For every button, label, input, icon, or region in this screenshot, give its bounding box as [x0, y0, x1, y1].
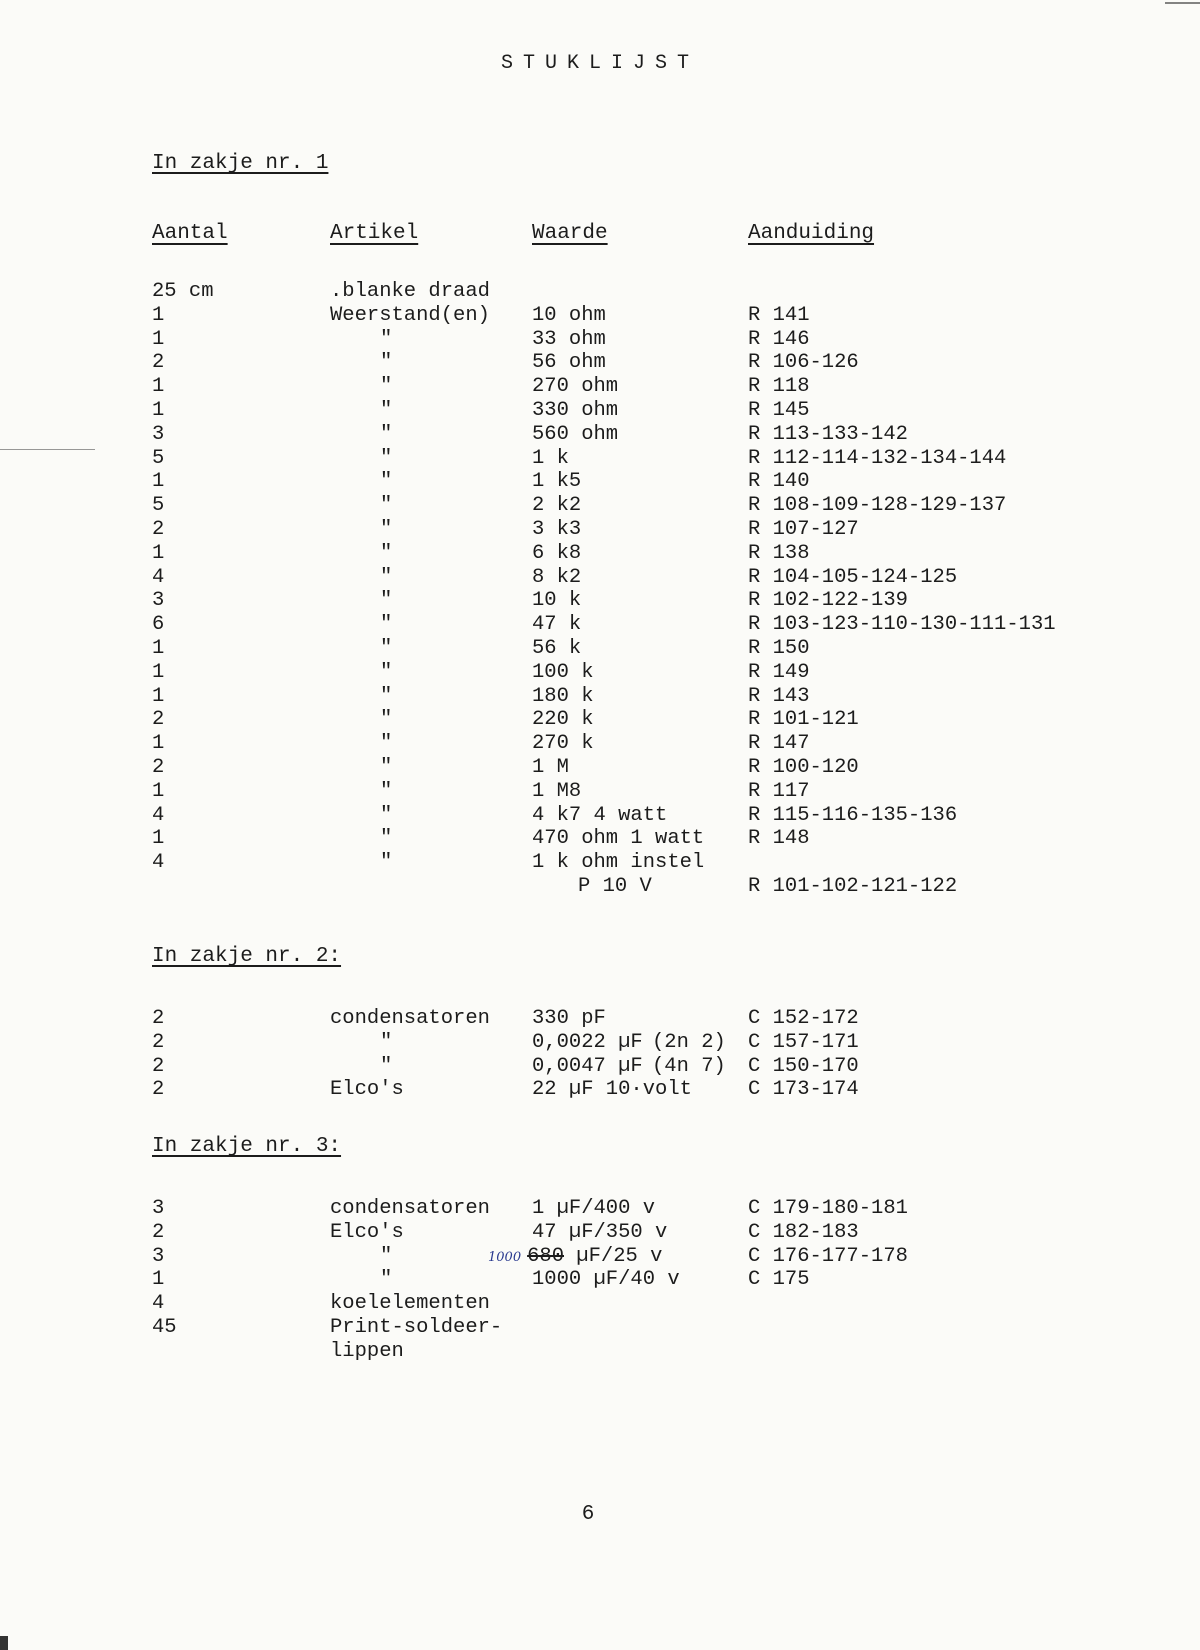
value-cell	[488, 1245, 662, 1270]
designation-cell: C 173-174	[748, 1078, 859, 1102]
value-cell: 3 k3	[532, 517, 582, 541]
value-cell: 8 k2	[532, 565, 582, 589]
designation-cell: R 140	[748, 470, 810, 494]
ditto-mark: "	[380, 470, 393, 494]
designation-cell: R 141	[748, 303, 810, 327]
quantity-cell: 1	[152, 660, 165, 684]
table-row	[0, 351, 1200, 375]
value-cell: 10 ohm	[532, 303, 606, 327]
designation-cell: C 176-177-178	[748, 1244, 908, 1268]
value-cell: 0,0022 µF	[532, 1030, 643, 1054]
ditto-mark: "	[380, 446, 393, 470]
quantity-cell: 1	[152, 470, 165, 494]
table-row	[0, 875, 1200, 899]
value-cell: 47 µF/350 v	[532, 1220, 668, 1244]
quantity-cell: 2	[152, 1030, 165, 1054]
quantity-cell: 6	[152, 613, 165, 637]
ditto-mark: "	[380, 375, 393, 399]
designation-cell: R 102-122-139	[748, 589, 908, 613]
value-note: (2n 2)	[652, 1030, 726, 1054]
quantity-cell: 1	[152, 1268, 165, 1292]
value-cell: 220 k	[532, 708, 594, 732]
parts-table-bag-2	[0, 1007, 1200, 1102]
table-row	[0, 685, 1200, 709]
value-cell: 6 k8	[532, 541, 582, 565]
column-header-article: Artikel	[330, 222, 419, 245]
table-row	[0, 732, 1200, 756]
ditto-mark: "	[380, 1030, 393, 1054]
ditto-mark: "	[380, 755, 393, 779]
designation-cell: R 118	[748, 375, 810, 399]
quantity-cell: 1	[152, 684, 165, 708]
section-heading-bag-3: In zakje nr. 3:	[152, 1135, 342, 1158]
quantity-cell: 3	[152, 589, 165, 613]
column-header-value: Waarde	[532, 222, 608, 245]
value-cell: 100 k	[532, 660, 594, 684]
page-number: 6	[581, 1503, 595, 1526]
value-cell: 56 ohm	[532, 351, 606, 375]
quantity-cell: 1	[152, 541, 165, 565]
value-cell: 0,0047 µF	[532, 1054, 643, 1078]
value-cell: 4 k7 4 watt	[532, 803, 668, 827]
scan-mark	[0, 449, 95, 450]
ditto-mark: "	[380, 660, 393, 684]
column-header-designation: Aanduiding	[748, 222, 875, 245]
quantity-cell: 1	[152, 398, 165, 422]
article-cell: Elco's	[330, 1078, 404, 1102]
value-cell: 10 k	[532, 589, 582, 613]
value-cell: 330 pF	[532, 1007, 606, 1030]
designation-cell: R 106-126	[748, 351, 859, 375]
value-unit: µF/25 v	[564, 1244, 663, 1268]
designation-cell: R 117	[748, 779, 810, 803]
ditto-mark: "	[380, 732, 393, 756]
designation-cell: R 112-114-132-134-144	[748, 446, 1007, 470]
table-row	[0, 589, 1200, 613]
table-row	[0, 851, 1200, 875]
value-cell: 1000 µF/40 v	[532, 1268, 680, 1292]
designation-cell: R 147	[748, 732, 810, 756]
designation-cell: R 149	[748, 660, 810, 684]
value-cell: 470 ohm 1 watt	[532, 827, 705, 851]
ditto-mark: "	[380, 541, 393, 565]
table-row	[0, 399, 1200, 423]
ditto-mark: "	[380, 708, 393, 732]
table-row	[0, 518, 1200, 542]
designation-cell: R 107-127	[748, 517, 859, 541]
value-cell: 270 k	[532, 732, 594, 756]
quantity-cell: 1	[152, 303, 165, 327]
value-cell: 330 ohm	[532, 398, 619, 422]
value-cell: 1 µF/400 v	[532, 1197, 656, 1220]
quantity-cell: 5	[152, 494, 165, 518]
quantity-cell: 1	[152, 732, 165, 756]
value-cell: 1 k	[532, 446, 569, 470]
article-cell: lippen	[330, 1339, 404, 1363]
table-row	[0, 708, 1200, 732]
table-row	[0, 661, 1200, 685]
ditto-mark: "	[380, 803, 393, 827]
value-cell: 1 k ohm instel	[532, 851, 705, 875]
designation-cell: R 103-123-110-130-111-131	[748, 613, 1056, 637]
designation-cell: R 101-121	[748, 708, 859, 732]
table-row	[0, 1078, 1200, 1102]
ditto-mark: "	[380, 351, 393, 375]
ditto-mark: "	[380, 327, 393, 351]
quantity-cell: 2	[152, 1007, 165, 1030]
designation-cell: R 145	[748, 398, 810, 422]
designation-cell: R 138	[748, 541, 810, 565]
table-row	[0, 566, 1200, 590]
table-row	[0, 756, 1200, 780]
designation-cell: C 152-172	[748, 1007, 859, 1030]
ditto-mark: "	[380, 851, 393, 875]
section-heading-bag-1: In zakje nr. 1	[152, 152, 329, 175]
article-cell: .blanke draad	[330, 280, 490, 303]
article-cell: Elco's	[330, 1220, 404, 1244]
quantity-cell: 1	[152, 827, 165, 851]
quantity-cell: 5	[152, 446, 165, 470]
quantity-cell: 1	[152, 779, 165, 803]
table-row	[0, 804, 1200, 828]
quantity-cell: 1	[152, 327, 165, 351]
ditto-mark: "	[380, 422, 393, 446]
value-cell: 1 k5	[532, 470, 582, 494]
quantity-cell: 4	[152, 565, 165, 589]
table-row	[0, 780, 1200, 804]
quantity-cell: 2	[152, 517, 165, 541]
designation-cell: C 157-171	[748, 1030, 859, 1054]
value-cell: 47 k	[532, 613, 582, 637]
table-row	[0, 542, 1200, 566]
quantity-cell: 3	[152, 422, 165, 446]
ditto-mark: "	[380, 494, 393, 518]
quantity-cell: 4	[152, 1292, 165, 1316]
value-cell: 180 k	[532, 684, 594, 708]
quantity-cell: 2	[152, 1220, 165, 1244]
ditto-mark: "	[380, 565, 393, 589]
ditto-mark: "	[380, 1054, 393, 1078]
column-header-qty: Aantal	[152, 222, 228, 245]
article-cell: Print-soldeer-	[330, 1315, 503, 1339]
table-row	[0, 637, 1200, 661]
parts-table-bag-1	[0, 280, 1200, 899]
table-row	[0, 1292, 1200, 1316]
table-row	[0, 447, 1200, 471]
ditto-mark: "	[380, 613, 393, 637]
quantity-cell: 2	[152, 1078, 165, 1102]
document-title: STUKLIJST	[500, 52, 700, 75]
article-cell: Weerstand(en)	[330, 303, 490, 327]
table-row	[0, 1316, 1200, 1340]
value-cell: 33 ohm	[532, 327, 606, 351]
article-cell: koelelementen	[330, 1292, 490, 1316]
scan-mark	[0, 1636, 8, 1650]
table-row	[0, 1007, 1200, 1031]
table-row	[0, 1055, 1200, 1079]
designation-cell: R 146	[748, 327, 810, 351]
table-row	[0, 1221, 1200, 1245]
value-cell: 560 ohm	[532, 422, 619, 446]
designation-cell: C 150-170	[748, 1054, 859, 1078]
table-row	[0, 375, 1200, 399]
quantity-cell: 3	[152, 1244, 165, 1268]
designation-cell: R 115-116-135-136	[748, 803, 958, 827]
quantity-cell: 1	[152, 375, 165, 399]
designation-cell: R 101-102-121-122	[748, 874, 958, 898]
table-row	[0, 1031, 1200, 1055]
table-row	[0, 280, 1200, 304]
table-row	[0, 613, 1200, 637]
table-row	[0, 328, 1200, 352]
parts-table-bag-3	[0, 1197, 1200, 1364]
table-row	[0, 1197, 1200, 1221]
designation-cell: R 143	[748, 684, 810, 708]
designation-cell: C 175	[748, 1268, 810, 1292]
ditto-mark: "	[380, 636, 393, 660]
ditto-mark: "	[380, 589, 393, 613]
value-cell: 1 M8	[532, 779, 582, 803]
value-cell: P 10 V	[578, 874, 652, 898]
designation-cell: R 104-105-124-125	[748, 565, 958, 589]
ditto-mark: "	[380, 684, 393, 708]
quantity-cell: 4	[152, 803, 165, 827]
quantity-cell: 2	[152, 351, 165, 375]
quantity-cell: 3	[152, 1197, 165, 1220]
table-row	[0, 1340, 1200, 1364]
designation-cell: R 108-109-128-129-137	[748, 494, 1007, 518]
quantity-cell: 1	[152, 636, 165, 660]
value-cell: 56 k	[532, 636, 582, 660]
ditto-mark: "	[380, 517, 393, 541]
article-cell: condensatoren	[330, 1197, 490, 1220]
table-row	[0, 304, 1200, 328]
struck-value: 680	[527, 1244, 564, 1268]
section-heading-bag-2: In zakje nr. 2:	[152, 945, 342, 968]
quantity-cell: 4	[152, 851, 165, 875]
quantity-cell: 2	[152, 755, 165, 779]
ditto-mark: "	[380, 1244, 393, 1268]
table-row	[0, 470, 1200, 494]
quantity-cell: 45	[152, 1315, 177, 1339]
designation-cell: R 148	[748, 827, 810, 851]
ditto-mark: "	[380, 398, 393, 422]
value-cell: 22 µF 10·volt	[532, 1078, 692, 1102]
handwritten-correction: 1000	[488, 1249, 522, 1265]
table-row	[0, 494, 1200, 518]
article-cell: condensatoren	[330, 1007, 490, 1030]
value-cell: 270 ohm	[532, 375, 619, 399]
value-cell: 2 k2	[532, 494, 582, 518]
designation-cell: R 100-120	[748, 755, 859, 779]
designation-cell: C 182-183	[748, 1220, 859, 1244]
designation-cell: R 150	[748, 636, 810, 660]
table-row	[0, 1268, 1200, 1292]
table-row	[0, 1245, 1200, 1269]
ditto-mark: "	[380, 1268, 393, 1292]
ditto-mark: "	[380, 779, 393, 803]
value-cell: 1 M	[532, 755, 569, 779]
designation-cell: C 179-180-181	[748, 1197, 908, 1220]
scan-mark	[1165, 2, 1200, 4]
quantity-cell: 25 cm	[152, 280, 214, 303]
ditto-mark: "	[380, 827, 393, 851]
value-note: (4n 7)	[652, 1054, 726, 1078]
designation-cell: R 113-133-142	[748, 422, 908, 446]
table-row	[0, 423, 1200, 447]
table-row	[0, 827, 1200, 851]
quantity-cell: 2	[152, 1054, 165, 1078]
quantity-cell: 2	[152, 708, 165, 732]
